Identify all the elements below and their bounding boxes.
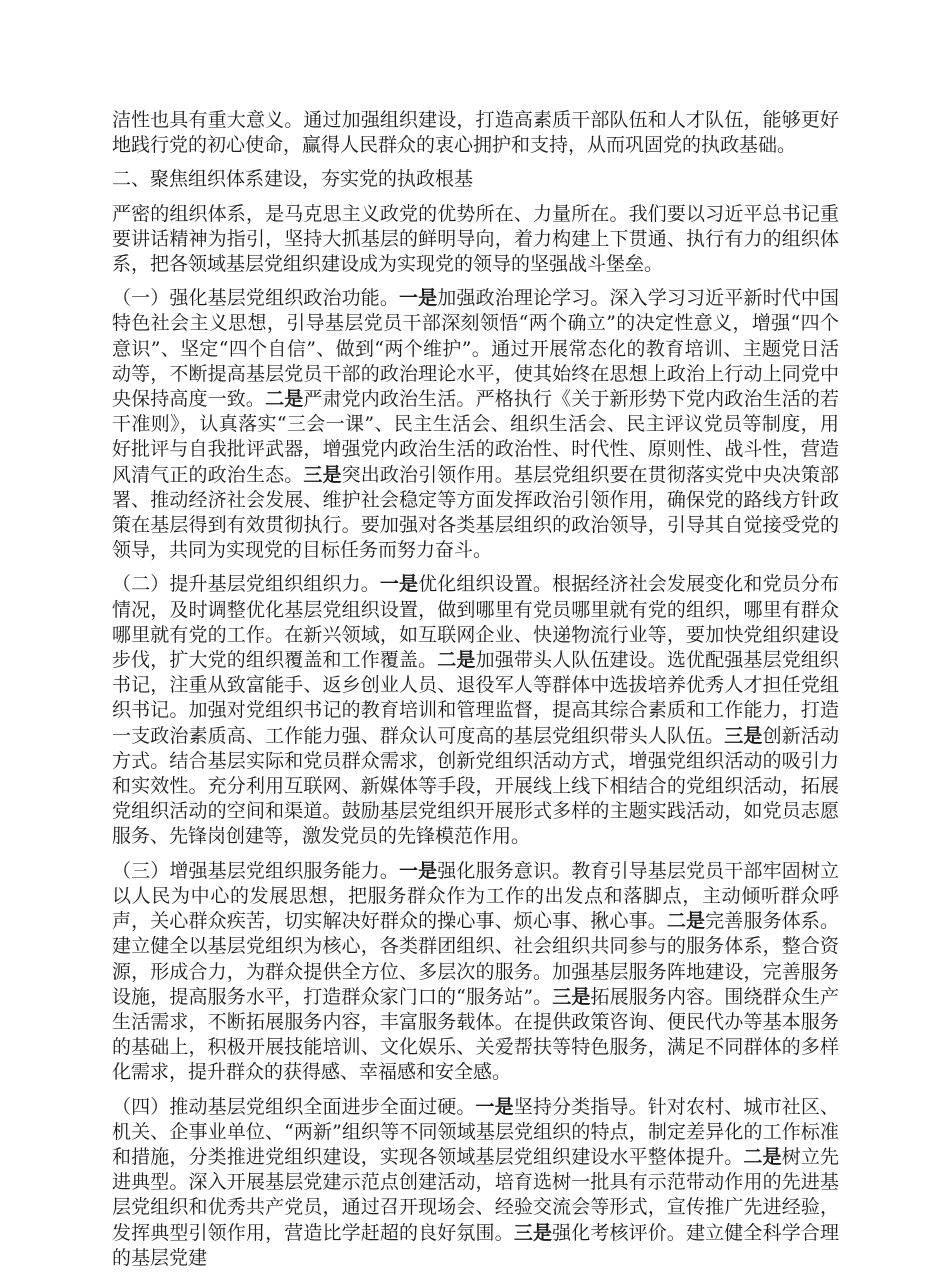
section-heading xyxy=(112,167,839,192)
body-paragraph xyxy=(112,572,839,849)
enumeration-marker: 二是 xyxy=(265,388,304,411)
enumeration-marker: 一是 xyxy=(475,1095,514,1118)
text-run: （四）推动基层党组织全面进步全面过硬。 xyxy=(112,1095,476,1118)
enumeration-marker: 二是 xyxy=(437,649,476,672)
text-run: 加强政治理论学习。深入学习习近平新时代中国特色社会主义思想，引导基层党员干部深刻领悟“两个确立”的决定性意义，增强“四个意识”、坚定“四个自信”、做到“两个维护”。通过开展常态化的教育培训、主题党日活动等，不断提高基层党员干部的政治理论水平，使其始终在思想上政治上行动上同党中央保持高度一致。 xyxy=(112,287,839,411)
enumeration-marker: 三是 xyxy=(513,1221,553,1244)
body-paragraph xyxy=(112,108,839,158)
text-run: 坚持分类指导。针对农村、城市社区、机关、企事业单位、“两新”组织等不同领域基层党组织的特点，制定差异化的工作标准和措施，分类推进党组织建设，实现各领域基层党组织建设水平整体提升。 xyxy=(112,1095,839,1168)
text-run: 严密的组织体系，是马克思主义政党的优势所在、力量所在。我们要以习近平总书记重要讲话精神为指引，坚持大抓基层的鲜明导向，着力构建上下贯通、执行有力的组织体系，把各领域基层党组织建设成为实现党的领导的坚强战斗堡垒。 xyxy=(112,202,839,276)
text-run: （三）增强基层党组织服务能力。 xyxy=(112,859,400,882)
text-run: 强化服务意识。教育引导基层党员干部牢固树立以人民为中心的发展思想，把服务群众作为工作的出发点和落脚点，主动倾听群众呼声，关心群众疾苦，切实解决好群众的操心事、烦心事、揪心事。 xyxy=(112,859,839,933)
enumeration-marker: 二是 xyxy=(743,1145,782,1168)
enumeration-marker: 二是 xyxy=(666,910,706,933)
text-run: 严肃党内政治生活。严格执行《关于新形势下党内政治生活的若干准则》，认真落实“三会一课”、民主生活会、组织生活会、民主评议党员等制度，用好批评与自我批评武器，增强党内政治生活的政治性、时代性、原则性、战斗性，营造风清气正的政治生态。 xyxy=(112,388,839,486)
text-run: （二）提升基层党组织组织力。 xyxy=(112,573,380,596)
enumeration-marker: 一是 xyxy=(399,287,438,310)
text-run: 二、聚焦组织体系建设，夯实党的执政根基 xyxy=(112,168,474,191)
enumeration-marker: 三是 xyxy=(724,724,763,747)
text-run: 加强带头人队伍建设。选优配强基层党组织书记，注重从致富能手、返乡创业人员、退役军人等群体中选拔培养优秀人才担任党组织书记。加强对党组织书记的教育培训和管理监督，提高其综合素质和工作能力，打造一支政治素质高、工作能力强、群众认可度高的基层党组织带头人队伍。 xyxy=(112,649,839,747)
body-paragraph xyxy=(112,1095,839,1271)
text-run: 强化考核评价。建立健全科学合理的基层党建 xyxy=(112,1221,839,1269)
text-run: 优化组织设置。根据经济社会发展变化和党员分布情况，及时调整优化基层党组织设置，做到哪里有党员哪里就有党的组织，哪里有群众哪里就有党的工作。在新兴领域，如互联网企业、快递物流行业等，要加快党组织建设步伐，扩大党的组织覆盖和工作覆盖。 xyxy=(112,573,839,672)
text-run: 完善服务体系。建立健全以基层党组织为核心，各类群团组织、社会组织共同参与的服务体系，整合资源，形成合力，为群众提供全方位、多层次的服务。加强基层服务阵地建设，完善服务设施，提高服务水平，打造群众家门口的“服务站”。 xyxy=(112,910,839,1008)
enumeration-marker: 三是 xyxy=(552,985,591,1008)
enumeration-marker: 一是 xyxy=(379,573,419,596)
text-run: 突出政治引领作用。基层党组织要在贯彻落实党中央决策部署、推动经济社会发展、维护社会稳定等方面发挥政治引领作用，确保党的路线方针政策在基层得到有效贯彻执行。要加强对各类基层组织的政治领导，引导其自觉接受党的领导，共同为实现党的目标任务而努力奋斗。 xyxy=(112,463,839,562)
text-run: 拓展服务内容。围绕群众生产生活需求，不断拓展服务内容，丰富服务载体。在提供政策咨询、便民代办等基本服务的基础上，积极开展技能培训、文化娱乐、关爱帮扶等特色服务，满足不同群体的多样化需求，提升群众的获得感、幸福感和安全感。 xyxy=(112,985,839,1084)
text-run: （一）强化基层党组织政治功能。 xyxy=(112,287,400,310)
document-text-column xyxy=(112,108,839,1280)
text-run: 树立先进典型。深入开展基层党建示范点创建活动，培育选树一批具有示范带动作用的先进基层党组织和优秀共产党员，通过召开现场会、经验交流会等形式，宣传推广先进经验，发挥典型引领作用，营造比学赶超的良好氛围。 xyxy=(112,1145,839,1244)
enumeration-marker: 一是 xyxy=(399,859,438,882)
body-paragraph xyxy=(112,286,839,563)
enumeration-marker: 三是 xyxy=(303,463,342,486)
body-paragraph xyxy=(112,202,839,278)
text-run: 创新活动方式。结合基层实际和党员群众需求，创新党组织活动方式，增强党组织活动的吸引力和实效性。充分利用互联网、新媒体等手段，开展线上线下相结合的党组织活动，拓展党组织活动的空间和渠道。鼓励基层党组织开展形式多样的主题实践活动，如党员志愿服务、先锋岗创建等，激发党员的先锋模范作用。 xyxy=(112,724,839,848)
text-run: 洁性也具有重大意义。通过加强组织建设，打造高素质干部队伍和人才队伍，能够更好地践行党的初心使命，赢得人民群众的衷心拥护和支持，从而巩固党的执政基础。 xyxy=(112,109,839,157)
body-paragraph xyxy=(112,859,839,1086)
